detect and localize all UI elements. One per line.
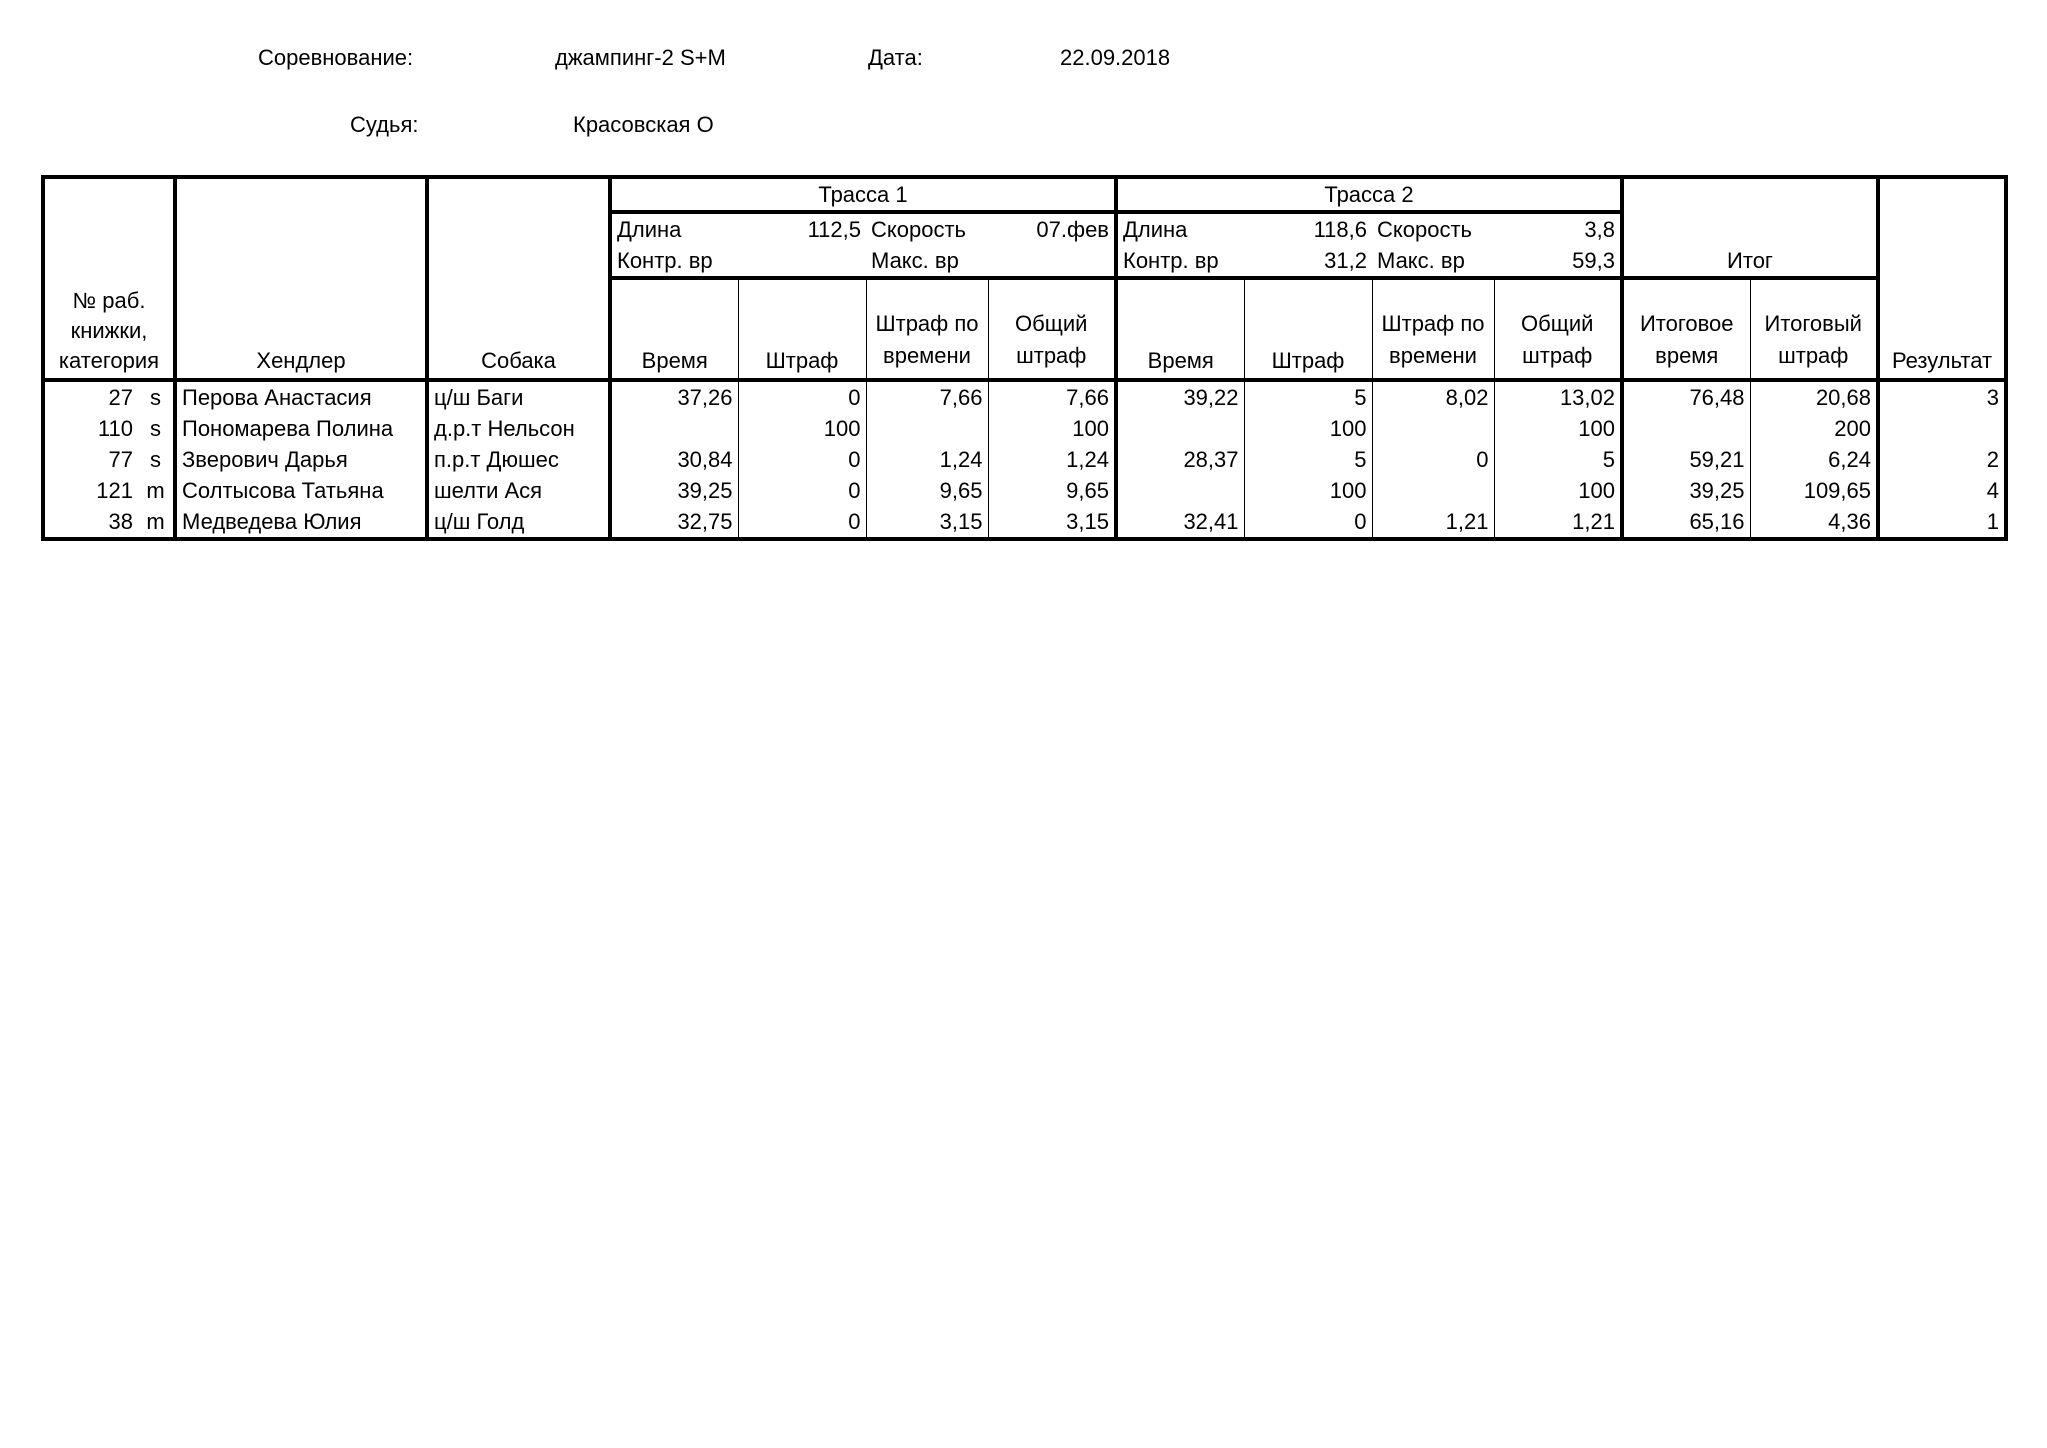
row-final-penalty: 4,36 [1750,506,1878,539]
row-c2-penalty: 0 [1244,506,1372,539]
row-c2-penalty: 5 [1244,380,1372,413]
course2-length-label: Длина [1123,217,1188,242]
row-category: s [138,413,175,444]
row-c1-penalty: 0 [738,444,866,475]
row-number: 38 [43,506,138,539]
row-c1-total: 7,66 [988,380,1116,413]
table-row [43,444,2006,475]
date-value: 22.09.2018 [1060,45,1171,70]
row-handler: Пономарева Полина [175,413,427,444]
col-number-line-1: № раб. [72,288,146,313]
c1-time-penalty-line-1: Штраф по [875,311,979,336]
course1-max-label: Макс. вр [866,245,988,278]
row-c1-time: 37,26 [677,385,733,410]
row-c2-total: 100 [1494,475,1622,506]
row-handler: Медведева Юлия [175,506,427,539]
row-c1-time: 39,25 [677,478,733,503]
col-handler-header: Хендлер [175,177,427,380]
c2-total-penalty-header [1494,278,1622,380]
row-c2-time-penalty: 8,02 [1372,380,1494,413]
col-number-line-3: категория [58,348,160,373]
course2-max-value: 59,3 [1494,245,1622,278]
row-handler: Перова Анастасия [175,380,427,413]
row-dog: ц/ш Голд [427,506,610,539]
row-c1-total: 1,24 [988,444,1116,475]
row-c1-time-penalty: 3,15 [866,506,988,539]
c1-total-penalty-header [988,278,1116,380]
c1-time-penalty-header [866,278,988,380]
row-dog: д.р.т Нельсон [427,413,610,444]
course2-length-value: 118,6 [1313,217,1367,242]
row-c2-total: 13,02 [1494,380,1622,413]
final-time-line-2: время [1655,343,1719,368]
row-number: 121 [43,475,138,506]
results-table [41,175,2008,541]
row-result: 3 [1878,380,2006,413]
row-final-penalty: 200 [1750,413,1878,444]
course2-control-value: 31,2 [1244,245,1372,278]
c1-time-penalty-line-2: времени [883,343,971,368]
row-c2-time-penalty: 0 [1372,444,1494,475]
row-c1-penalty: 0 [738,380,866,413]
final-penalty-header [1750,278,1878,380]
row-c1-time [610,413,738,444]
row-category: s [138,444,175,475]
row-dog: шелти Ася [427,475,610,506]
row-handler: Зверович Дарья [175,444,427,475]
table-row [43,475,2006,506]
judge-label: Судья: [350,112,419,137]
row-c1-total: 3,15 [988,506,1116,539]
c2-time-penalty-line-2: времени [1389,343,1477,368]
row-c1-time-penalty: 1,24 [866,444,988,475]
course2-control-label: Контр. вр [1116,245,1244,278]
c1-time-header: Время [610,278,738,380]
row-final-time: 39,25 [1689,478,1745,503]
c2-time-header: Время [1116,278,1244,380]
course1-control-label: Контр. вр [610,245,738,278]
final-penalty-line-2: штраф [1778,343,1849,368]
row-category: m [138,475,175,506]
row-c2-penalty: 100 [1244,413,1372,444]
row-c1-time: 32,75 [610,506,738,539]
row-c2-time: 39,22 [1183,385,1239,410]
course2-title: Трасса 2 [1116,177,1622,212]
row-result [1878,413,2006,444]
table-row [43,506,2006,539]
row-final-penalty: 109,65 [1750,475,1878,506]
row-c1-total: 100 [988,413,1116,444]
c2-total-penalty-line-2: штраф [1522,343,1593,368]
total-title: Итог [1622,177,1878,278]
course1-length-value: 112,5 [807,217,861,242]
course1-control-value [738,245,866,278]
final-time-line-1: Итоговое [1639,311,1734,336]
col-number-header [43,177,175,380]
competition-label: Соревнование: [258,45,414,70]
final-time-header [1622,278,1750,380]
row-c1-time-penalty: 7,66 [866,380,988,413]
row-c1-penalty: 0 [738,475,866,506]
course1-max-value [988,245,1116,278]
row-c2-time-penalty [1372,413,1494,444]
row-c2-time-penalty [1372,475,1494,506]
row-c1-time-penalty: 9,65 [866,475,988,506]
row-dog: п.р.т Дюшес [427,444,610,475]
row-c1-total: 9,65 [988,475,1116,506]
row-number: 110 [43,413,138,444]
course1-speed-value: 07.фев [988,212,1116,245]
row-c1-penalty: 100 [738,413,866,444]
c2-total-penalty-line-1: Общий [1521,311,1594,336]
c2-time-penalty-line-1: Штраф по [1381,311,1485,336]
row-final-time: 65,16 [1622,506,1750,539]
row-c2-total: 5 [1494,444,1622,475]
col-result-header: Результат [1878,177,2006,380]
row-category: m [138,506,175,539]
row-c2-total: 1,21 [1494,506,1622,539]
row-category: s [138,380,175,413]
row-final-time: 76,48 [1689,385,1745,410]
row-result: 2 [1878,444,2006,475]
c1-total-penalty-line-2: штраф [1016,343,1087,368]
row-handler: Солтысова Татьяна [175,475,427,506]
col-number-line-2: книжки, [70,318,148,343]
row-c2-time: 32,41 [1116,506,1244,539]
row-final-penalty: 6,24 [1750,444,1878,475]
row-result: 4 [1878,475,2006,506]
row-c2-penalty: 5 [1244,444,1372,475]
course2-speed-value: 3,8 [1494,212,1622,245]
row-c1-penalty: 0 [738,506,866,539]
row-c2-time [1116,475,1244,506]
row-final-time [1622,413,1750,444]
table-row [43,380,2006,413]
row-final-time: 59,21 [1689,447,1745,472]
date-label: Дата: [868,45,923,70]
course1-title: Трасса 1 [610,177,1116,212]
row-c1-time: 30,84 [677,447,733,472]
row-c2-time-penalty: 1,21 [1372,506,1494,539]
competition-value: джампинг-2 S+M [555,45,726,70]
row-c2-time: 28,37 [1183,447,1239,472]
row-number: 27 [43,380,138,413]
c2-time-penalty-header [1372,278,1494,380]
course2-max-label: Макс. вр [1372,245,1494,278]
row-c2-time [1116,413,1244,444]
course1-speed-label: Скорость [871,217,967,242]
row-dog: ц/ш Баги [427,380,610,413]
c1-penalty-header: Штраф [738,278,866,380]
c2-penalty-header: Штраф [1244,278,1372,380]
course1-length-label: Длина [617,217,682,242]
judge-value: Красовская О [573,112,714,137]
row-c2-penalty: 100 [1244,475,1372,506]
c1-total-penalty-line-1: Общий [1015,311,1088,336]
final-penalty-line-1: Итоговый [1764,311,1862,336]
row-c1-time-penalty [866,413,988,444]
table-row [43,413,2006,444]
row-number: 77 [43,444,138,475]
row-c2-total: 100 [1494,413,1622,444]
row-final-penalty: 20,68 [1750,380,1878,413]
col-dog-header: Собака [427,177,610,380]
row-result: 1 [1878,506,2006,539]
course2-speed-label: Скорость [1377,217,1473,242]
